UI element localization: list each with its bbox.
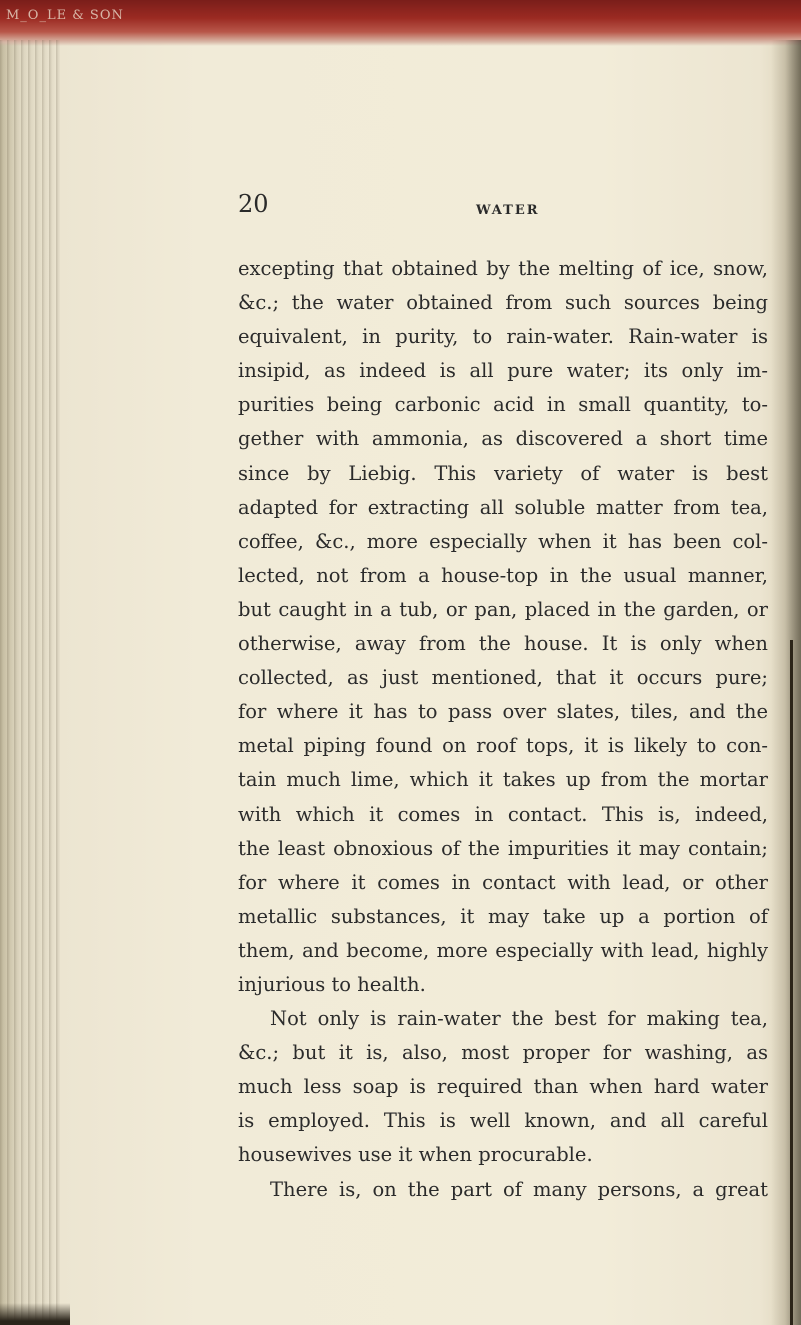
- binding-shadow: [0, 40, 60, 1325]
- top-strip-label: M_O_LE & SON: [6, 8, 124, 23]
- text-line: but caught in a tub, or pan, placed in the garden, or: [238, 597, 768, 621]
- text-line: metallic substances, it may take up a portion of: [238, 904, 768, 928]
- text-line: equivalent, in purity, to rain-water. Rain-water is: [238, 325, 768, 349]
- text-line: metal piping found on roof tops, it is likely to con-: [238, 734, 768, 758]
- right-page-edge: [771, 40, 801, 1325]
- text-line: tain much lime, which it takes up from the mortar: [238, 768, 768, 792]
- text-line: much less soap is required than when hard water: [238, 1075, 768, 1099]
- text-line: otherwise, away from the house. It is only when: [238, 632, 768, 656]
- text-line: is employed. This is well known, and all careful: [238, 1109, 768, 1133]
- text-line: lected, not from a house-top in the usual manner,: [238, 563, 768, 587]
- right-edge-line: [790, 640, 793, 1325]
- text-line: housewives use it when procurable.: [238, 1143, 593, 1167]
- text-line: since by Liebig. This variety of water is best: [238, 461, 768, 485]
- text-line: &c.; the water obtained from such sources being: [238, 291, 768, 315]
- running-head: WATER: [476, 203, 540, 218]
- text-line: for where it comes in contact with lead, or other: [238, 870, 768, 894]
- page-header: [238, 190, 598, 224]
- text-line: coffee, &c., more especially when it has been col-: [238, 529, 768, 553]
- text-line: excepting that obtained by the melting of ice, snow,: [238, 257, 768, 280]
- text-line: with which it comes in contact. This is, indeed,: [238, 802, 768, 826]
- text-line: gether with ammonia, as discovered a short time: [238, 427, 768, 451]
- text-line: adapted for extracting all soluble matter from tea,: [238, 495, 768, 519]
- page-number: 20: [238, 190, 269, 218]
- text-line: collected, as just mentioned, that it occurs pure;: [238, 666, 768, 690]
- text-line: purities being carbonic acid in small quantity, to-: [238, 393, 768, 417]
- text-line: them, and become, more especially with lead, highly: [238, 938, 768, 962]
- text-line: Not only is rain-water the best for making tea,: [270, 1007, 768, 1031]
- text-line: for where it has to pass over slates, tiles, and the: [238, 700, 768, 724]
- bottom-corner-shadow: [0, 1303, 70, 1325]
- torn-top-strip: [0, 0, 801, 46]
- body-text: [238, 252, 768, 1207]
- text-line: There is, on the part of many persons, a great: [270, 1177, 768, 1201]
- text-line: injurious to health.: [238, 972, 426, 996]
- text-line: &c.; but it is, also, most proper for washing, as: [238, 1041, 768, 1065]
- text-line: insipid, as indeed is all pure water; its only im-: [238, 359, 768, 383]
- text-line: the least obnoxious of the impurities it may contain;: [238, 836, 768, 860]
